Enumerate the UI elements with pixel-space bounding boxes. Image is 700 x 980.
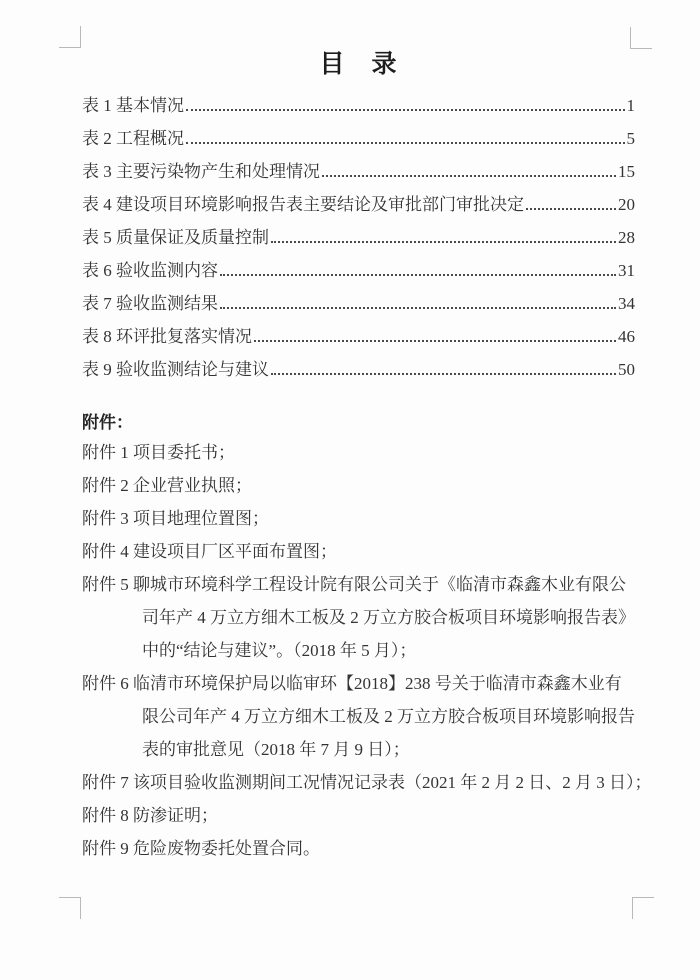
attachment-line: 司年产 4 万立方细木工板及 2 万立方胶合板项目环境影响报告表》 <box>142 608 635 627</box>
toc-leader-dots <box>526 188 616 210</box>
toc-entry <box>82 221 635 254</box>
attachment-line: 附件 6 临清市环境保护局以临审环【2018】238 号关于临清市森鑫木业有 <box>82 674 622 693</box>
toc-page-number: 46 <box>618 327 635 346</box>
toc-leader-dots <box>220 287 616 309</box>
toc-page-number: 5 <box>626 129 635 148</box>
toc-entry-label: 表 2 工程概况 <box>82 129 184 148</box>
attachment-line: 附件 9 危险废物委托处置合同。 <box>82 839 320 858</box>
toc-entry-label: 表 9 验收监测结论与建议 <box>82 360 269 379</box>
attachments-list <box>82 436 652 865</box>
attachment-line: 附件 7 该项目验收监测期间工况情况记录表（2021 年 2 月 2 日、2 月 3 日）； <box>82 773 652 792</box>
toc-entry-label: 表 8 环评批复落实情况 <box>82 327 252 346</box>
toc-entry <box>82 122 635 155</box>
table-of-contents <box>82 89 635 386</box>
page-content <box>82 0 652 865</box>
crop-mark-top-left-icon <box>59 26 81 48</box>
attachment-line: 附件 1 项目委托书； <box>82 443 235 462</box>
attachment-line: 中的“结论与建议”。（2018 年 5 月）； <box>142 641 417 660</box>
attachment-line: 附件 5 聊城市环境科学工程设计院有限公司关于《临清市森鑫木业有限公 <box>82 575 626 594</box>
toc-page-number: 28 <box>618 228 635 247</box>
toc-page-number: 50 <box>618 360 635 379</box>
toc-page-number: 20 <box>618 195 635 214</box>
toc-entry-label: 表 6 验收监测内容 <box>82 261 218 280</box>
toc-entry <box>82 254 635 287</box>
attachment-line: 附件 4 建设项目厂区平面布置图； <box>82 542 337 561</box>
toc-entry <box>82 155 635 188</box>
crop-mark-bottom-right-icon <box>632 897 654 919</box>
toc-leader-dots <box>220 254 616 276</box>
toc-page-number: 34 <box>618 294 635 313</box>
toc-leader-dots <box>322 155 616 177</box>
crop-mark-bottom-left-icon <box>59 897 81 919</box>
toc-entry <box>82 188 635 221</box>
toc-entry <box>82 320 635 353</box>
toc-entry <box>82 287 635 320</box>
toc-entry-label: 表 5 质量保证及质量控制 <box>82 228 269 247</box>
toc-entry <box>82 353 635 386</box>
toc-leader-dots <box>186 89 625 111</box>
toc-leader-dots <box>271 353 616 375</box>
toc-page-number: 31 <box>618 261 635 280</box>
page-title: 目 录 <box>319 51 398 78</box>
attachments-section <box>82 410 652 865</box>
toc-entry <box>82 89 635 122</box>
attachments-heading: 附件： <box>82 413 133 432</box>
toc-entry-label: 表 1 基本情况 <box>82 96 184 115</box>
toc-leader-dots <box>254 320 616 342</box>
toc-entry-label: 表 7 验收监测结果 <box>82 294 218 313</box>
toc-page-number: 15 <box>618 162 635 181</box>
toc-leader-dots <box>271 221 616 243</box>
attachment-line: 表的审批意见（2018 年 7 月 9 日）； <box>142 740 410 759</box>
toc-entry-label: 表 3 主要污染物产生和处理情况 <box>82 162 320 181</box>
attachment-line: 附件 2 企业营业执照； <box>82 476 252 495</box>
toc-entry-label: 表 4 建设项目环境影响报告表主要结论及审批部门审批决定 <box>82 195 524 214</box>
attachment-line: 附件 8 防渗证明； <box>82 806 218 825</box>
toc-page-number: 1 <box>626 96 635 115</box>
attachment-line: 附件 3 项目地理位置图； <box>82 509 269 528</box>
toc-leader-dots <box>186 122 625 144</box>
attachment-line: 限公司年产 4 万立方细木工板及 2 万立方胶合板项目环境影响报告 <box>142 707 635 726</box>
